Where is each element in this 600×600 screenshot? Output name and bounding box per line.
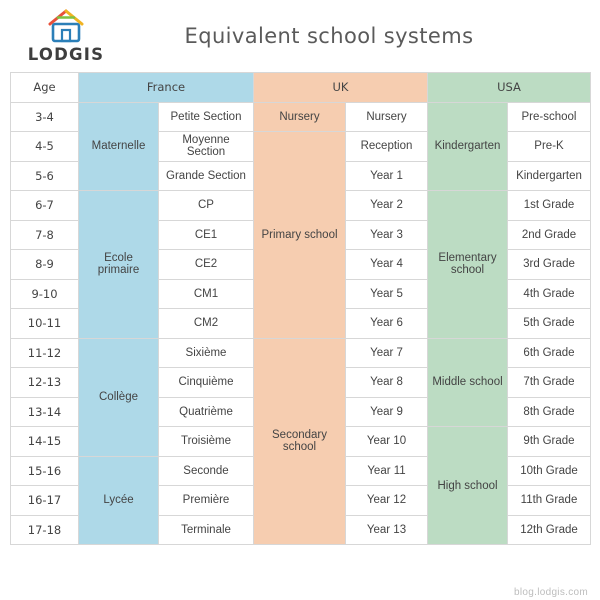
age-cell: 15-16 [11, 456, 79, 486]
age-cell: 3-4 [11, 102, 79, 132]
page-title: Equivalent school systems [184, 24, 474, 48]
france-level-cell: Terminale [159, 515, 254, 545]
age-cell: 13-14 [11, 397, 79, 427]
france-level-cell: CE2 [159, 250, 254, 280]
header-usa: USA [428, 73, 591, 103]
age-cell: 17-18 [11, 515, 79, 545]
usa-level-cell: 3rd Grade [508, 250, 591, 280]
house-logo-icon [45, 9, 87, 43]
france-level-cell: Quatrième [159, 397, 254, 427]
age-cell: 5-6 [11, 161, 79, 191]
age-cell: 16-17 [11, 486, 79, 516]
france-stage-cell: Maternelle [79, 102, 159, 191]
table-row [11, 338, 591, 368]
usa-level-cell: 1st Grade [508, 191, 591, 221]
uk-level-cell: Year 12 [346, 486, 428, 516]
usa-level-cell: 7th Grade [508, 368, 591, 398]
uk-level-cell: Year 9 [346, 397, 428, 427]
header-uk: UK [254, 73, 428, 103]
age-cell: 7-8 [11, 220, 79, 250]
usa-stage-cell: Middle school [428, 338, 508, 427]
france-level-cell: CP [159, 191, 254, 221]
france-stage-cell: Collège [79, 338, 159, 456]
france-stage-cell: Ecole primaire [79, 191, 159, 339]
france-level-cell: CM1 [159, 279, 254, 309]
page-header [0, 0, 600, 72]
france-level-cell: Moyenne Section [159, 132, 254, 162]
uk-level-cell: Year 6 [346, 309, 428, 339]
france-level-cell: CM2 [159, 309, 254, 339]
brand-logo [14, 9, 118, 64]
age-cell: 9-10 [11, 279, 79, 309]
usa-level-cell: 10th Grade [508, 456, 591, 486]
brand-name: LODGIS [27, 44, 105, 64]
uk-level-cell: Year 7 [346, 338, 428, 368]
uk-level-cell: Year 4 [346, 250, 428, 280]
age-cell: 11-12 [11, 338, 79, 368]
watermark: blog.lodgis.com [514, 587, 588, 598]
age-cell: 14-15 [11, 427, 79, 457]
uk-level-cell: Year 11 [346, 456, 428, 486]
usa-level-cell: 8th Grade [508, 397, 591, 427]
usa-level-cell: 9th Grade [508, 427, 591, 457]
uk-level-cell: Year 2 [346, 191, 428, 221]
age-cell: 8-9 [11, 250, 79, 280]
uk-level-cell: Year 5 [346, 279, 428, 309]
age-cell: 6-7 [11, 191, 79, 221]
age-cell: 10-11 [11, 309, 79, 339]
header-age: Age [11, 73, 79, 103]
usa-level-cell: 6th Grade [508, 338, 591, 368]
usa-level-cell: 4th Grade [508, 279, 591, 309]
uk-level-cell: Year 10 [346, 427, 428, 457]
uk-level-cell: Year 8 [346, 368, 428, 398]
uk-stage-cell: Secondary school [254, 338, 346, 545]
usa-level-cell: 11th Grade [508, 486, 591, 516]
usa-level-cell: Pre-K [508, 132, 591, 162]
france-level-cell: Petite Section [159, 102, 254, 132]
uk-stage-cell: Primary school [254, 132, 346, 339]
france-level-cell: Seconde [159, 456, 254, 486]
usa-level-cell: Pre-school [508, 102, 591, 132]
uk-level-cell: Year 13 [346, 515, 428, 545]
age-cell: 4-5 [11, 132, 79, 162]
usa-level-cell: Kindergarten [508, 161, 591, 191]
usa-level-cell: 2nd Grade [508, 220, 591, 250]
usa-stage-cell: Kindergarten [428, 102, 508, 191]
uk-stage-cell: Nursery [254, 102, 346, 132]
uk-level-cell: Nursery [346, 102, 428, 132]
france-level-cell: CE1 [159, 220, 254, 250]
school-systems-table [10, 72, 590, 545]
france-level-cell: Grande Section [159, 161, 254, 191]
uk-level-cell: Reception [346, 132, 428, 162]
usa-stage-cell: High school [428, 427, 508, 545]
table-header-row [11, 73, 591, 103]
france-level-cell: Cinquième [159, 368, 254, 398]
france-level-cell: Première [159, 486, 254, 516]
usa-stage-cell: Elementary school [428, 191, 508, 339]
uk-level-cell: Year 1 [346, 161, 428, 191]
france-level-cell: Sixième [159, 338, 254, 368]
table-row [11, 102, 591, 132]
usa-level-cell: 5th Grade [508, 309, 591, 339]
uk-level-cell: Year 3 [346, 220, 428, 250]
france-level-cell: Troisième [159, 427, 254, 457]
france-stage-cell: Lycée [79, 456, 159, 545]
age-cell: 12-13 [11, 368, 79, 398]
header-france: France [79, 73, 254, 103]
usa-level-cell: 12th Grade [508, 515, 591, 545]
